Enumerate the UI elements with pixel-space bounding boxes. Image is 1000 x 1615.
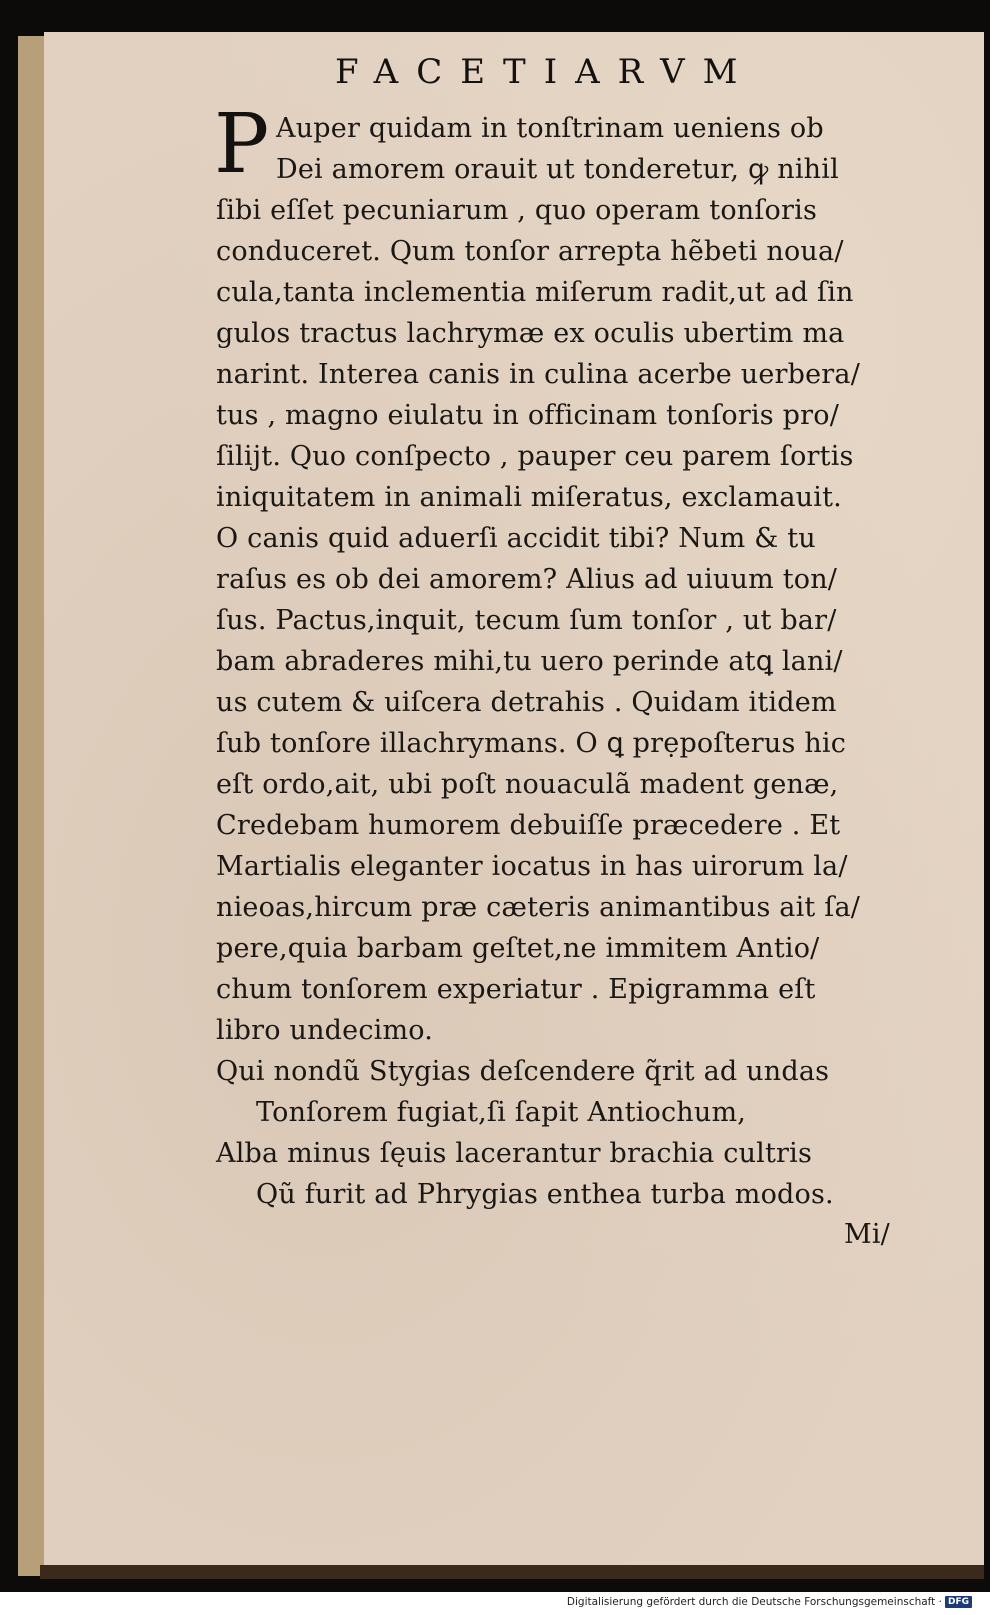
text-line: us cutem & uiſcera detrahis . Quidam itidem	[216, 687, 837, 718]
text-line: iniquitatem in animali miſeratus, exclamauit.	[216, 482, 842, 513]
catchword: Mi/	[844, 1219, 890, 1250]
text-line: Auper quidam in tonſtrinam ueniens ob	[276, 113, 824, 144]
text-line: cula,tanta inclementia miſerum radit,ut ad ſin	[216, 277, 854, 308]
text-line: bam abraderes mihi,tu uero perinde atꝗ lani/	[216, 646, 843, 677]
text-line: pere,quia barbam geſtet,ne immitem Antio/	[216, 933, 820, 964]
text-line: narint. Interea canis in culina acerbe uerbera/	[216, 359, 861, 390]
text-line: tus , magno eiulatu in officinam tonſoris pro/	[216, 400, 839, 431]
text-line: raſus es ob dei amorem? Alius ad uiuum ton/	[216, 564, 838, 595]
text-line: ſilijt. Quo conſpecto , pauper ceu parem ſortis	[216, 441, 854, 472]
text-line: nieoas,hircum præ cæteris animantibus ait ſa/	[216, 892, 861, 923]
book-page	[44, 32, 984, 1572]
text-line: Dei amorem orauit ut tonderetur, ꝙ nihil	[276, 154, 839, 185]
text-line: conduceret. Qum tonſor arrepta hẽbeti noua/	[216, 236, 844, 267]
text-line: chum tonſorem experiatur . Epigramma eſt	[216, 974, 816, 1005]
text-line: O canis quid aduerſi accidit tibi? Num & tu	[216, 523, 816, 554]
verse-line: Qui nondũ Stygias deſcendere q̃rit ad undas	[216, 1056, 830, 1087]
text-line: ſus. Pactus,inquit, tecum ſum tonſor , ut bar/	[216, 605, 837, 636]
text-line: ſub tonſore illachrymans. O ꝗ prẹpoſterus hic	[216, 728, 847, 759]
running-head: FACETIARVM	[335, 52, 756, 92]
text-line: ſibi eſſet pecuniarum , quo operam tonſoris	[216, 195, 818, 226]
text-line: eſt ordo,ait, ubi poſt nouaculã madent genæ,	[216, 769, 839, 800]
text-line: Martialis eleganter iocatus in has uirorum la/	[216, 851, 848, 882]
verse-line: Tonſorem fugiat,ſi ſapit Antiochum,	[256, 1097, 747, 1128]
text-line: libro undecimo.	[216, 1015, 434, 1046]
dfg-logo: DFG	[945, 1596, 972, 1608]
digitization-credit	[567, 1596, 972, 1608]
text-line: gulos tractus lachrymæ ex oculis ubertim ma	[216, 318, 845, 349]
book-bottom-edge	[40, 1565, 984, 1579]
drop-initial: P	[214, 97, 270, 192]
verse-line: Qũ furit ad Phrygias enthea turba modos.	[256, 1179, 834, 1210]
credit-text: Digitalisierung gefördert durch die Deutsche Forschungsgemeinschaft ·	[566, 1596, 942, 1608]
verse-line: Alba minus ſęuis lacerantur brachia cultris	[216, 1138, 813, 1169]
text-line: Credebam humorem debuiſſe præcedere . Et	[216, 810, 841, 841]
